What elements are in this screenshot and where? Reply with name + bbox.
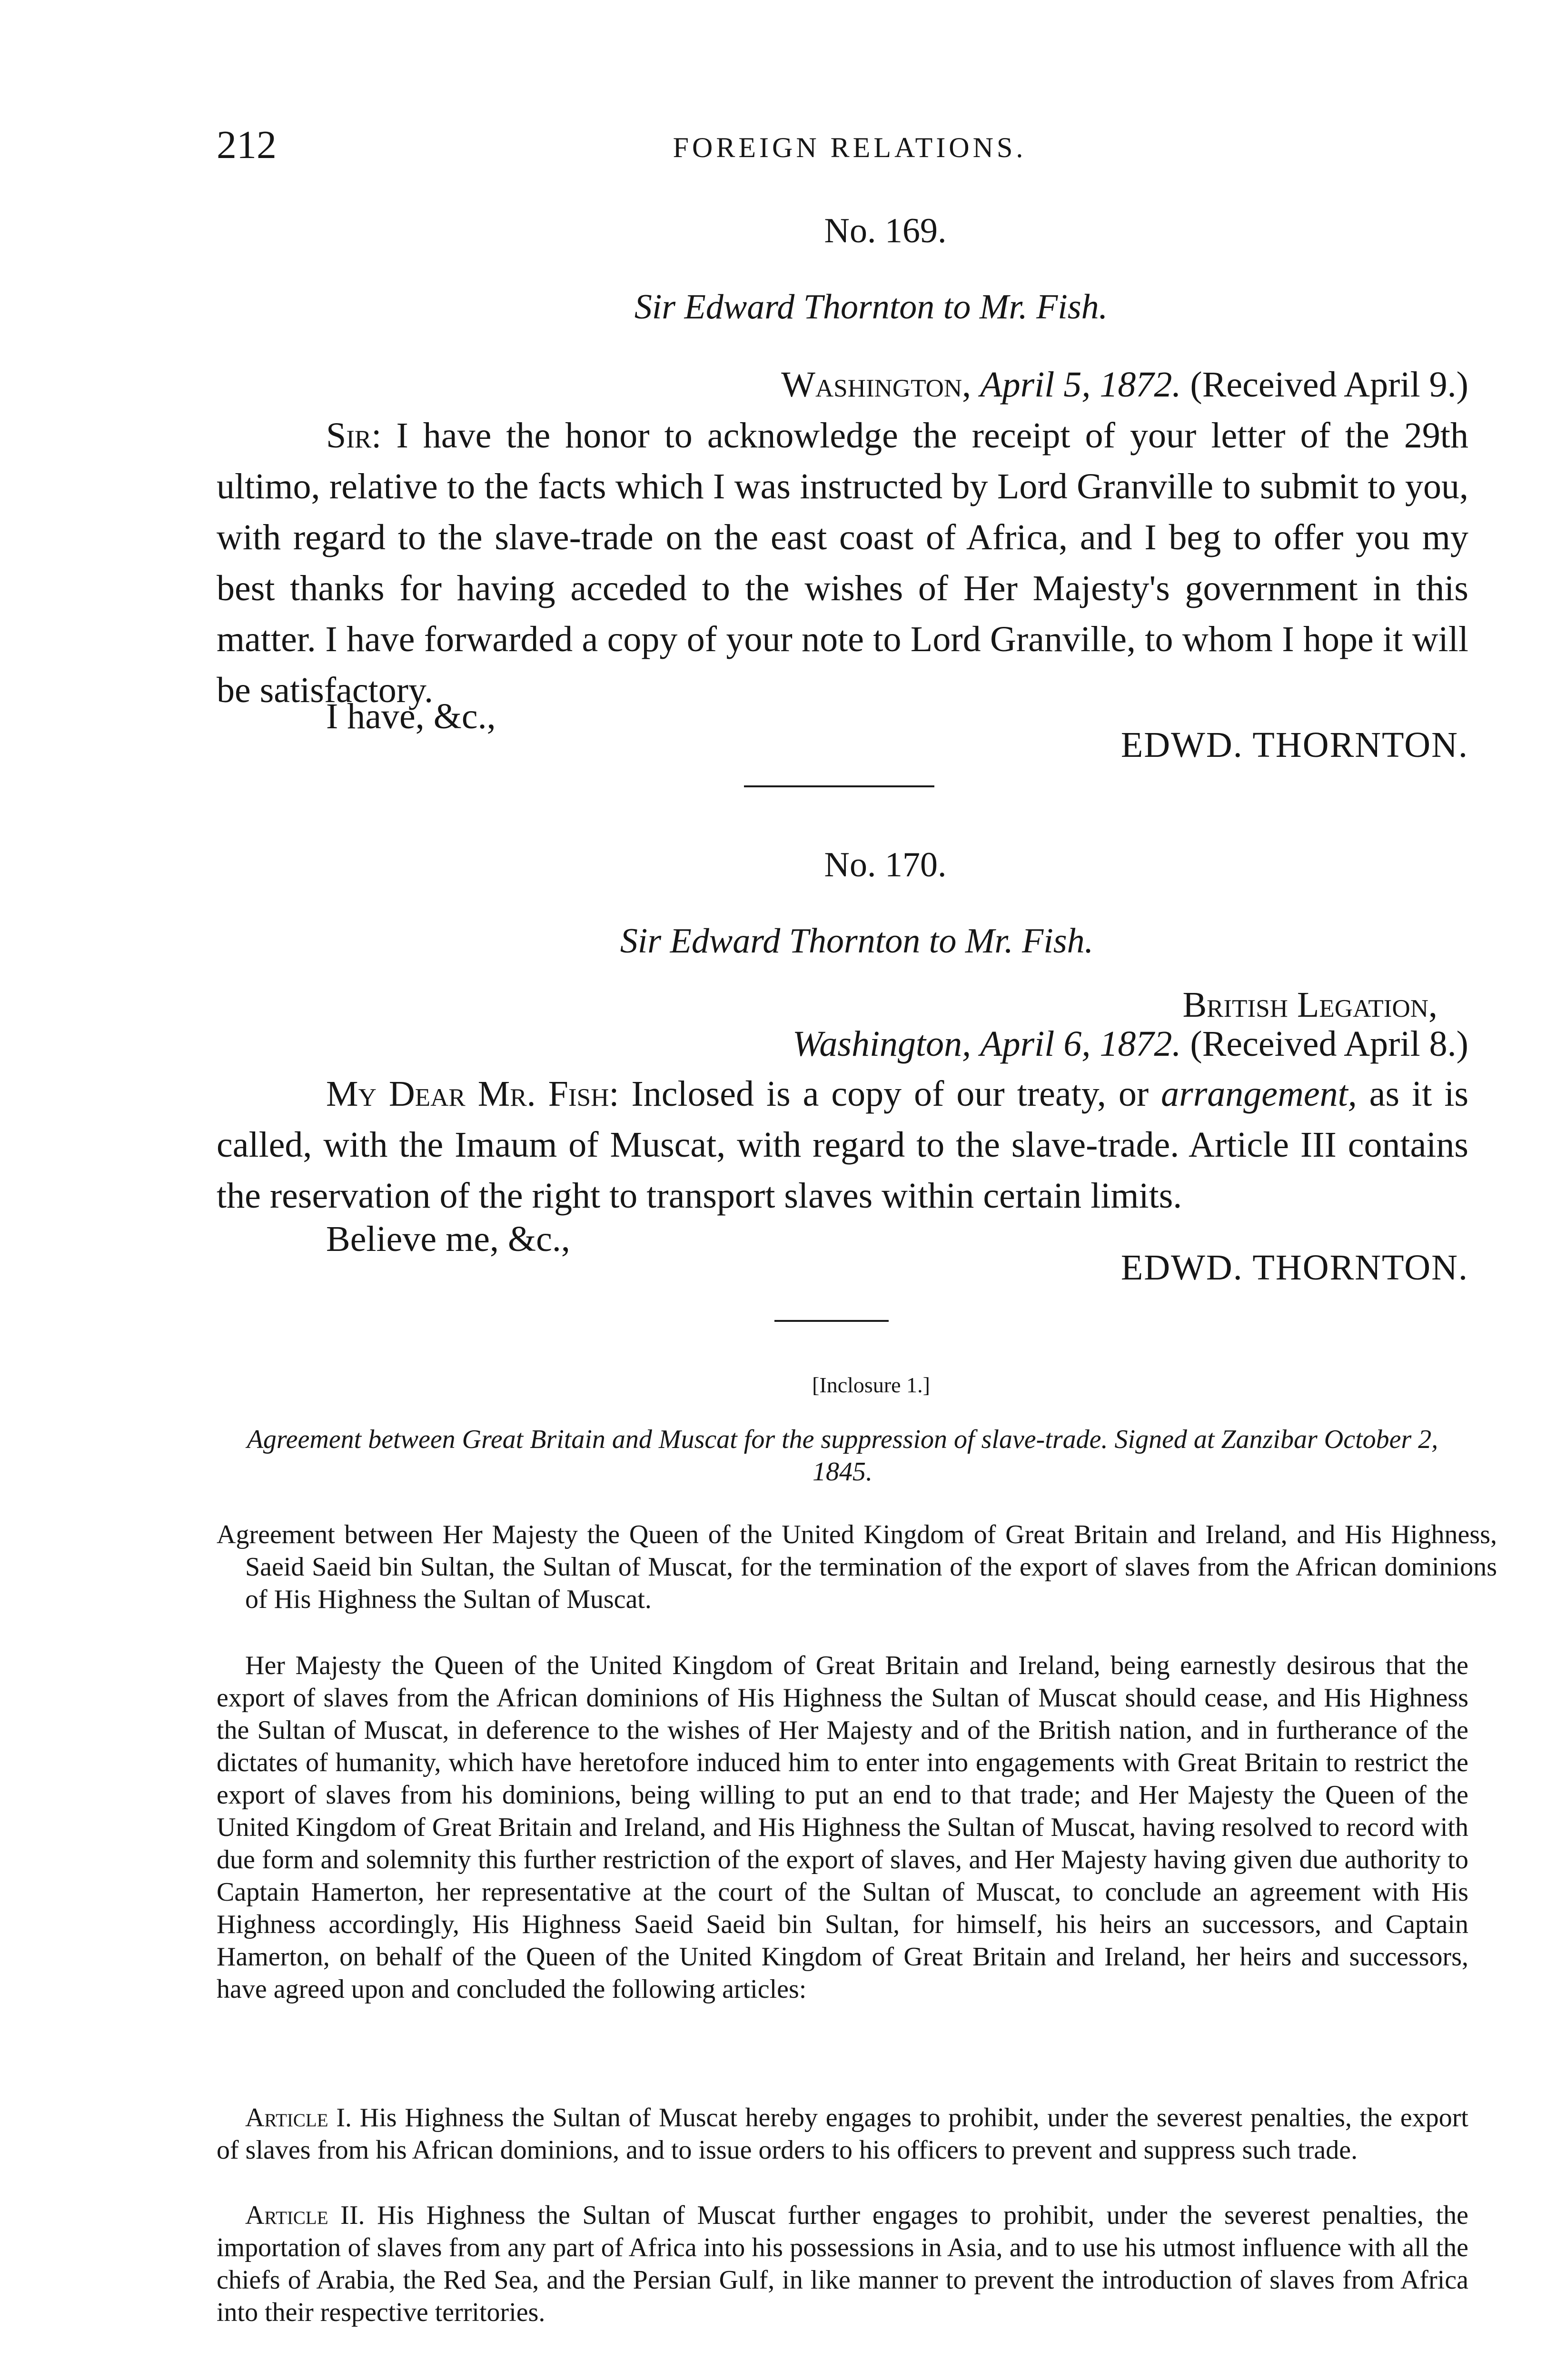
letter-170-body-paragraph (217, 1069, 1468, 1221)
running-title: FOREIGN RELATIONS. (673, 132, 1027, 163)
letter-170-dateline (217, 1019, 1468, 1070)
article-2 (217, 2199, 1468, 2329)
letter-169-signature: EDWD. THORNTON. (1120, 725, 1468, 765)
letter-169-date: April 5, 1872. (980, 365, 1181, 405)
agreement-recital: Her Majesty the Queen of the United Kingdom of Great Britain and Ireland, being earnestly desirous that the export of slaves from the African dominions of His Highness the Sultan of Muscat should cease, and His Highness the Sultan of Muscat, in deference to the wishes of Her Majesty and of the British nation, and in furtherance of the dictates of humanity, which have heretofore induced him to enter into engagements with Great Britain to restrict the export of slaves from his dominions, being willing to put an end to that trade; and Her Majesty the Queen of the United Kingdom of Great Britain and Ireland, and His Highness the Sultan of Muscat, having resolved to record with due form and solemnity this further restriction of the export of slaves, and Her Majesty having given due authority to Captain Hamerton, her representative at the court of the Sultan of Muscat, to conclude an agreement with His Highness accordingly, His Highness Saeid Saeid bin Sultan, for himself, his heirs an successors, and Captain Hamerton, on behalf of the Queen of the United Kingdom of Great Britain and Ireland, her heirs and successors, have agreed upon and concluded the following articles: (217, 1651, 1468, 2004)
letter-169-dateline (217, 359, 1468, 410)
letter-169-received: (Received April 9.) (1190, 365, 1468, 405)
inclosure-label: [Inclosure 1.] (812, 1373, 930, 1397)
letter-170-body-part2: as it is called, with the Imaum of Muscat, with regard to the slave-trade. Article III contains the reservation of the right to transport slaves within certain limits. (217, 1074, 1469, 1216)
letter-169-closing: I have, &c., (326, 696, 496, 736)
page-number: 212 (217, 123, 277, 167)
letter-169-place: Washington, (781, 365, 971, 405)
inclosure-title: Agreement between Great Britain and Muscat for the suppression of slave-trade. Signed at Zanzibar October 2, 1845. (247, 1425, 1438, 1487)
letter-170-salutation: My Dear Mr. Fish: (326, 1074, 619, 1114)
letter-170-closing: Believe me, &c., (326, 1219, 570, 1259)
letter-170-body-part1: Inclosed is a copy of our treaty, or (631, 1074, 1149, 1114)
letter-170-date: April 6, 1872. (980, 1024, 1181, 1064)
running-head (217, 119, 1483, 171)
letter-170-heading: Sir Edward Thornton to Mr. Fish. (620, 922, 1094, 961)
article-2-label: Article II. (245, 2201, 365, 2230)
letter-170-place-line1: British Legation, (1182, 985, 1437, 1025)
agreement-preamble: Agreement between Her Majesty the Queen of the United Kingdom of Great Britain and Ireland, and His Highness, Saeid Saeid bin Sultan, the Sultan of Muscat, for the termination of the export of slaves from the African dominions of His Highness the Sultan of Muscat. (217, 1520, 1497, 1614)
letter-169-heading: Sir Edward Thornton to Mr. Fish. (634, 288, 1108, 327)
section-divider-short (774, 1320, 889, 1322)
article-1 (217, 2102, 1468, 2166)
article-1-text: His Highness the Sultan of Muscat hereby engages to prohibit, under the severest penalties, the export of slaves from his African dominions, and to issue orders to his officers to prevent and suppress such trade. (217, 2103, 1468, 2165)
letter-169-salutation: Sir: (326, 416, 382, 456)
letter-170-body-italic: arrangement, (1161, 1074, 1357, 1114)
letter-170-number: No. 170. (824, 845, 947, 884)
letter-170-received: (Received April 8.) (1190, 1024, 1468, 1064)
article-1-label: Article I. (245, 2103, 352, 2132)
letter-169-number: No. 169. (824, 211, 947, 250)
letter-170-place-line2: Washington, (793, 1024, 971, 1064)
article-2-text: His Highness the Sultan of Muscat further engages to prohibit, under the severest penalties, the importation of slaves from any part of Africa into his possessions in Asia, and to use his utmost influence with all the chiefs of Arabia, the Red Sea, and the Persian Gulf, in like manner to prevent the introduction of slaves from Africa into their respective territories. (217, 2201, 1468, 2327)
letter-169-body-paragraph (217, 410, 1468, 716)
letter-169-body: I have the honor to acknowledge the receipt of your letter of the 29th ultimo, relative to the facts which I was instructed by Lord Granville to submit to you, with regard to the slave-trade on the east coast of Africa, and I beg to offer you my best thanks for having acceded to the wishes of Her Majesty's government in this matter. I have forwarded a copy of your note to Lord Granville, to whom I hope it will be satisfactory. (217, 416, 1468, 710)
section-divider (744, 785, 934, 787)
letter-170-signature: EDWD. THORNTON. (1120, 1248, 1468, 1288)
